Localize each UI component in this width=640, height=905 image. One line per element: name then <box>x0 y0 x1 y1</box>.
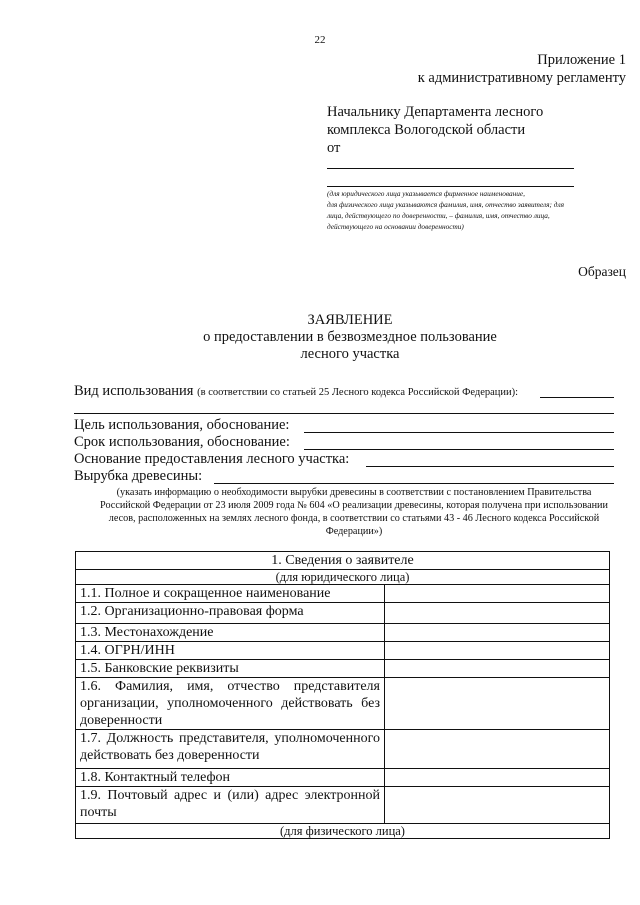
basis-label: Основание предоставления лесного участка: <box>74 451 350 467</box>
usage-type-input-line-2[interactable] <box>74 413 614 414</box>
addressee-block <box>327 103 543 157</box>
table-row <box>76 787 610 824</box>
logging-note-line: (указать информацию о необходимости вырубки древесины в соответствии с постановлением Правительства <box>116 487 592 498</box>
applicant-info-table <box>75 551 610 839</box>
addressee-line: комплекса Вологодской области <box>327 122 526 138</box>
applicant-name-line[interactable] <box>327 168 574 169</box>
row-label: 1.9. Почтовый адрес и (или) адрес электронной почты <box>76 787 385 824</box>
usage-type-note: (в соответствии со статьей 25 Лесного кодекса Российской Федерации): <box>197 387 519 398</box>
applicant-note-line: для физического лица указываются фамилия, имя, отчество заявителя; для <box>327 200 565 209</box>
applicant-note-line: (для юридического лица указывается фирменное наименование, <box>327 189 525 198</box>
section-title: 1. Сведения о заявителе <box>76 552 610 570</box>
page-number: 22 <box>314 34 326 46</box>
row-value-cell[interactable] <box>385 787 610 824</box>
appendix-line: Приложение 1 <box>537 52 626 68</box>
table-row <box>76 730 610 769</box>
document-title <box>0 312 640 363</box>
table-row <box>76 642 610 660</box>
row-label: 1.2. Организационно-правовая форма <box>76 603 385 624</box>
title-subtitle: лесного участка <box>300 346 400 362</box>
term-input-line[interactable] <box>304 449 614 450</box>
row-value-cell[interactable] <box>385 660 610 678</box>
table-row <box>76 678 610 730</box>
logging-input-line[interactable] <box>214 483 614 484</box>
usage-type-input-line[interactable] <box>540 397 614 398</box>
addressee-from: от <box>327 140 341 156</box>
logging-note-line: Российской Федерации от 23 июля 2009 года № 604 «О реализации древесины, которая получена при использовании <box>100 500 608 511</box>
row-value-cell[interactable] <box>385 642 610 660</box>
row-label: 1.8. Контактный телефон <box>76 769 385 787</box>
basis-input-line[interactable] <box>366 466 614 467</box>
table-row <box>76 624 610 642</box>
row-value-cell[interactable] <box>385 678 610 730</box>
logging-note-line: лесов, расположенных на землях лесного фонда, в соответствии со статьями 43 - 46 Лесного кодекса Российской <box>108 513 600 524</box>
applicant-note-line: действующего на основании доверенности) <box>327 222 464 231</box>
table-row <box>76 603 610 624</box>
row-label: 1.5. Банковские реквизиты <box>76 660 385 678</box>
row-label: 1.6. Фамилия, имя, отчество представителя организации, уполномоченного действовать без доверенности <box>76 678 385 730</box>
applicant-name-line-2[interactable] <box>327 186 574 187</box>
addressee-line: Начальнику Департамента лесного <box>327 104 544 120</box>
individual-label: (для физического лица) <box>76 824 610 839</box>
purpose-label: Цель использования, обоснование: <box>74 417 290 433</box>
term-label: Срок использования, обоснование: <box>74 434 290 450</box>
logging-note-line: Федерации») <box>325 526 383 537</box>
applicant-note-line: лица, действующего по доверенности, – фамилия, имя, отчество лица, <box>327 211 550 220</box>
row-label: 1.7. Должность представителя, уполномоченного действовать без доверенности <box>76 730 385 769</box>
row-label: 1.1. Полное и сокращенное наименование <box>76 585 385 603</box>
row-value-cell[interactable] <box>385 585 610 603</box>
row-value-cell[interactable] <box>385 730 610 769</box>
logging-label: Вырубка древесины: <box>74 468 203 484</box>
row-label: 1.3. Местонахождение <box>76 624 385 642</box>
applicant-note <box>327 188 597 232</box>
usage-type-label: Вид использования <box>74 383 194 399</box>
usage-type-field <box>74 383 518 401</box>
row-value-cell[interactable] <box>385 603 610 624</box>
table-row <box>76 660 610 678</box>
sample-label: Образец <box>578 264 626 279</box>
row-value-cell[interactable] <box>385 624 610 642</box>
legal-entity-label: (для юридического лица) <box>76 570 610 585</box>
logging-note <box>84 486 624 538</box>
title-main: ЗАЯВЛЕНИЕ <box>307 312 393 328</box>
table-row <box>76 769 610 787</box>
purpose-input-line[interactable] <box>304 432 614 433</box>
table-row <box>76 585 610 603</box>
appendix-header <box>418 51 626 87</box>
title-subtitle: о предоставлении в безвозмездное пользование <box>203 329 497 345</box>
appendix-line: к административному регламенту <box>417 70 626 86</box>
row-value-cell[interactable] <box>385 769 610 787</box>
row-label: 1.4. ОГРН/ИНН <box>76 642 385 660</box>
